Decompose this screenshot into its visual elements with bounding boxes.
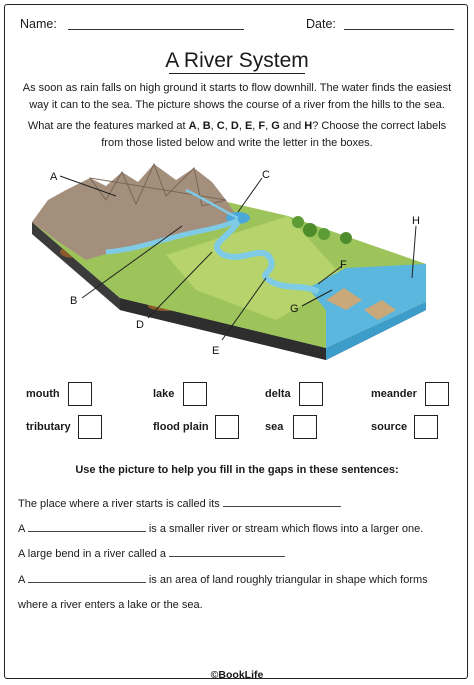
answer-box-tributary[interactable] — [78, 415, 102, 439]
copyright-icon: © — [210, 669, 219, 681]
label-e: E — [212, 345, 220, 357]
label-d: D — [136, 319, 144, 331]
label-h: H — [412, 215, 420, 227]
tree — [292, 216, 304, 228]
label-c: C — [262, 169, 270, 181]
answer-box-delta[interactable] — [299, 382, 323, 406]
date-label: Date: — [306, 17, 336, 31]
option-meander: meander — [371, 388, 417, 400]
tree — [303, 223, 317, 237]
answer-box-lake[interactable] — [183, 382, 207, 406]
letter-c: C — [216, 120, 225, 132]
label-b: B — [70, 295, 78, 307]
blank-3[interactable] — [169, 547, 285, 557]
tree — [318, 228, 330, 240]
brand-name: BookLife — [218, 669, 264, 681]
name-label: Name: — [20, 17, 57, 31]
sentence-3: A large bend in a river called a — [18, 547, 285, 560]
label-a: A — [50, 171, 58, 183]
option-delta: delta — [265, 388, 291, 400]
footer-brand — [0, 669, 474, 681]
tree — [340, 232, 352, 244]
option-sea: sea — [265, 421, 284, 433]
title-underline — [169, 73, 305, 74]
sentence-1: The place where a river starts is called its — [18, 497, 341, 510]
label-f: F — [340, 259, 347, 271]
label-g: G — [290, 303, 299, 315]
answer-box-meander[interactable] — [425, 382, 449, 406]
page-title: A River System — [165, 49, 309, 72]
option-source: source — [371, 421, 408, 433]
name-field[interactable] — [68, 29, 244, 30]
option-flood-plain: flood plain — [153, 421, 209, 433]
letter-g: G — [271, 120, 280, 132]
date-field[interactable] — [344, 29, 454, 30]
letter-a: A — [188, 120, 197, 132]
letter-h: H — [304, 120, 313, 132]
sentence-2: A is a smaller river or stream which flows into a larger one. — [18, 523, 424, 535]
answer-box-mouth[interactable] — [68, 382, 92, 406]
answer-box-sea[interactable] — [293, 415, 317, 439]
letter-f: F — [258, 120, 266, 132]
intro-paragraph: As soon as rain falls on high ground it starts to flow downhill. The water finds the easiest way it can to the sea. The picture shows the course of a river from the hills to the sea. — [22, 82, 452, 111]
sentence-4-continuation: where a river enters a lake or the sea. — [18, 599, 203, 611]
river-diagram — [26, 160, 446, 370]
instruction-heading: Use the picture to help you fill in the gaps in these sentences: — [75, 464, 399, 476]
answer-box-flood-plain[interactable] — [215, 415, 239, 439]
pointer-c — [238, 178, 262, 212]
blank-1[interactable] — [223, 497, 341, 507]
question-paragraph: What are the features marked at A, B, C, D, E, F, G and H? Choose the correct labels from those listed below and write the letter in the boxes. — [27, 120, 447, 149]
blank-4[interactable] — [28, 573, 146, 583]
blank-2[interactable] — [28, 522, 146, 532]
sentence-4: A is an area of land roughly triangular in shape which forms — [18, 574, 428, 586]
option-lake: lake — [153, 388, 175, 400]
letter-e: E — [244, 120, 253, 132]
answer-box-source[interactable] — [414, 415, 438, 439]
option-tributary: tributary — [26, 421, 71, 433]
letter-b: B — [202, 120, 211, 132]
option-mouth: mouth — [26, 388, 60, 400]
letter-d: D — [230, 120, 239, 132]
